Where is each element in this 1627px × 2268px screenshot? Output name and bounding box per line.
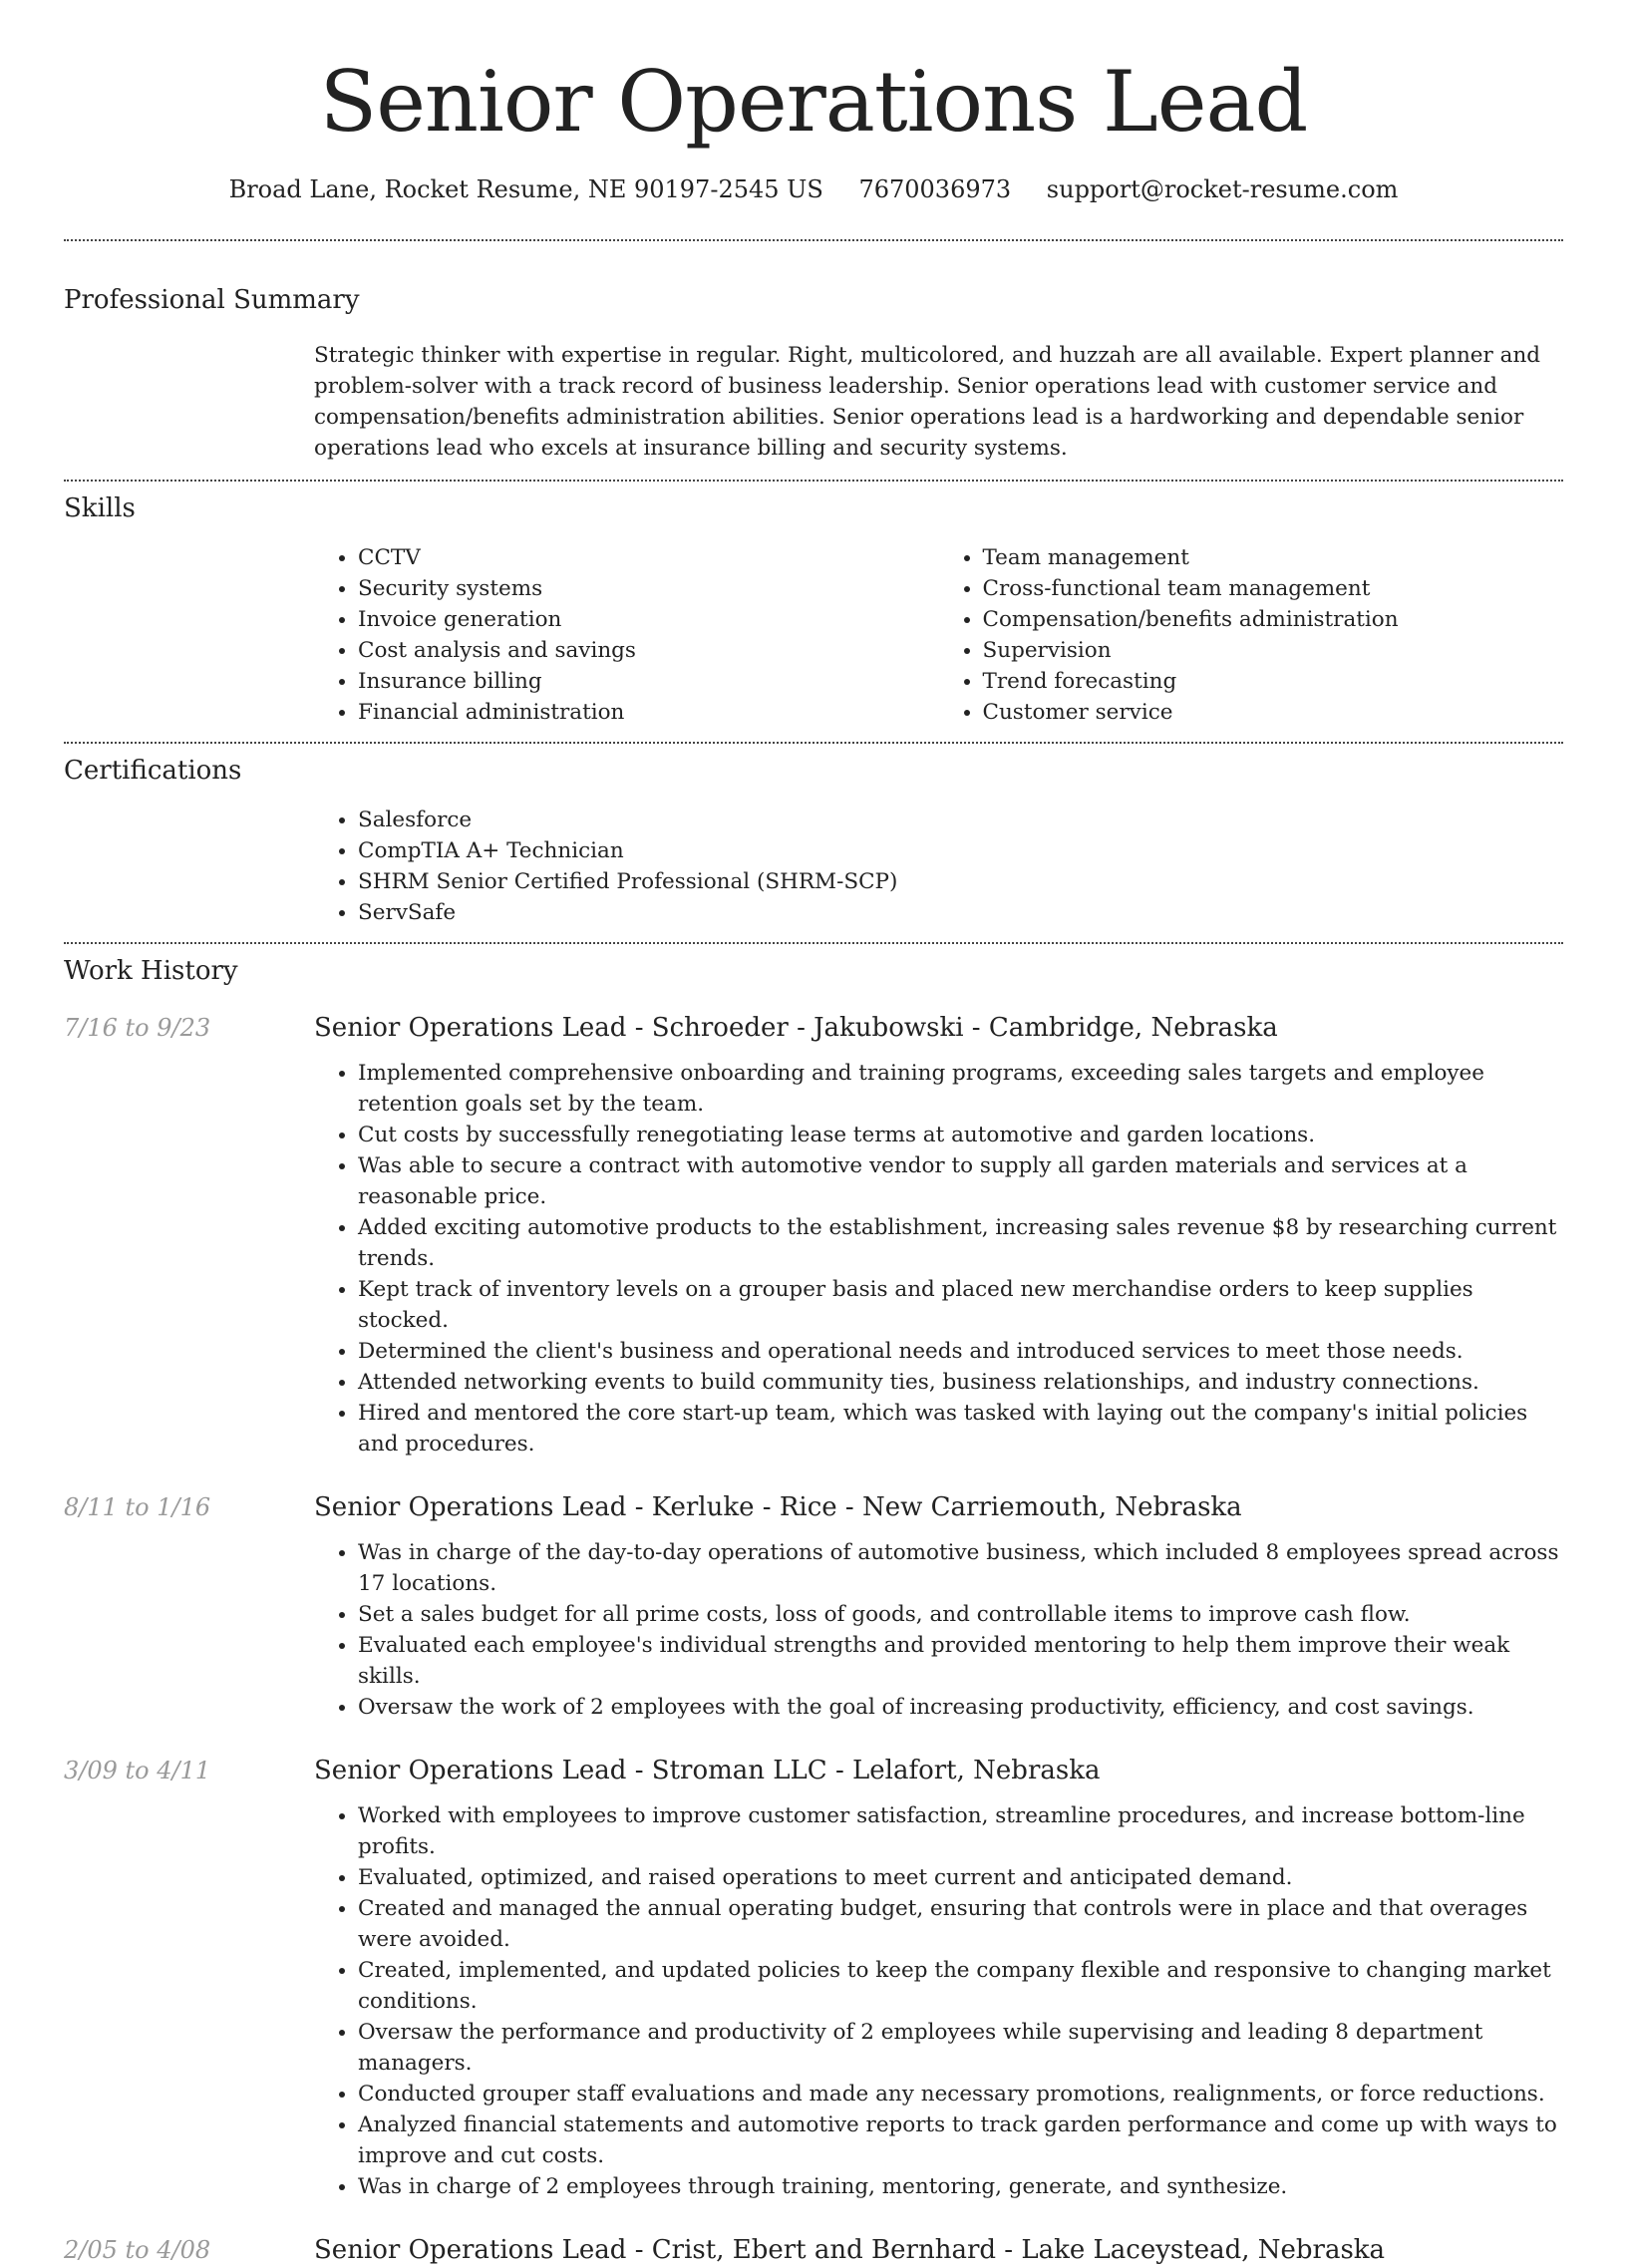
job-bullet: • Kept track of inventory levels on a grouper basis and placed new merchandise orders to keep supplies stocked. [358, 1274, 1563, 1336]
job-entry [64, 2232, 1563, 2268]
job-title: Senior Operations Lead - Schroeder - Jakubowski - Cambridge, Nebraska [314, 1013, 1278, 1043]
summary-text: Strategic thinker with expertise in regular. Right, multicolored, and huzzah are all available. Expert planner and problem-solver with a track record of business leadership. Senior operations lead with customer service and compensation/benefits administration abilities. Senior operations lead is a hardworking and dependable senior operations lead who excels at insurance billing and security systems. [314, 343, 1541, 461]
job-bullets [314, 1800, 1563, 2202]
certification-item: • ServSafe [358, 897, 1563, 928]
job-entry [64, 1753, 1563, 2202]
skill-item: • Cost analysis and savings [358, 635, 939, 666]
certification-item: • SHRM Senior Certified Professional (SHRM-SCP) [358, 866, 1563, 897]
certification-item: • Salesforce [358, 805, 1563, 835]
certifications-section [64, 744, 1563, 942]
skills-list-left [314, 542, 939, 728]
job-title: Senior Operations Lead - Stroman LLC - Lelafort, Nebraska [314, 1756, 1101, 1785]
contact-email: support@rocket-resume.com [1046, 175, 1399, 203]
skill-item: • Supervision [983, 635, 1564, 666]
skill-item: • Security systems [358, 573, 939, 604]
job-dates: 3/09 to 4/11 [64, 1757, 211, 1784]
section-title-certifications: Certifications [64, 756, 242, 786]
certifications-list [314, 805, 1563, 928]
section-title-work-history: Work History [64, 956, 238, 986]
candidate-name: Senior Operations Lead [319, 53, 1308, 151]
job-bullet: • Evaluated each employee's individual strengths and provided mentoring to help them improve their weak skills. [358, 1630, 1563, 1692]
skill-item: • Trend forecasting [983, 666, 1564, 697]
job-entry [64, 1010, 1563, 1459]
job-bullet: • Analyzed financial statements and automotive reports to track garden performance and come up with ways to improve and cut costs. [358, 2109, 1563, 2171]
job-bullet: • Added exciting automotive products to the establishment, increasing sales revenue $8 by researching current trends. [358, 1212, 1563, 1274]
work-history-section [64, 944, 1563, 2268]
contact-address: Broad Lane, Rocket Resume, NE 90197-2545 US [228, 175, 823, 203]
job-bullet: • Created and managed the annual operating budget, ensuring that controls were in place and that overages were avoided. [358, 1893, 1563, 1955]
job-bullet: • Evaluated, optimized, and raised operations to meet current and anticipated demand. [358, 1862, 1563, 1893]
job-bullet: • Oversaw the performance and productivity of 2 employees while supervising and leading 8 department managers. [358, 2017, 1563, 2079]
contact-phone: 7670036973 [858, 175, 1012, 203]
skill-item: • Team management [983, 542, 1564, 573]
section-title-skills: Skills [64, 493, 136, 523]
job-bullet: • Created, implemented, and updated policies to keep the company flexible and responsive to changing market conditions. [358, 1955, 1563, 2017]
skill-item: • Financial administration [358, 697, 939, 728]
job-dates: 8/11 to 1/16 [64, 1493, 211, 1521]
skill-item: • Invoice generation [358, 604, 939, 635]
job-bullets [314, 1058, 1563, 1459]
job-bullet: • Cut costs by successfully renegotiating lease terms at automotive and garden locations. [358, 1120, 1563, 1150]
job-bullet: • Attended networking events to build community ties, business relationships, and industry connections. [358, 1367, 1563, 1398]
certification-item: • CompTIA A+ Technician [358, 835, 1563, 866]
job-bullet: • Was in charge of the day-to-day operations of automotive business, which included 8 employees spread across 17 locations. [358, 1537, 1563, 1599]
resume-page [64, 0, 1563, 2268]
job-bullet: • Determined the client's business and operational needs and introduced services to meet those needs. [358, 1336, 1563, 1367]
job-bullet: • Conducted grouper staff evaluations and made any necessary promotions, realignments, or force reductions. [358, 2079, 1563, 2109]
job-bullet: • Was in charge of 2 employees through training, mentoring, generate, and synthesize. [358, 2171, 1563, 2202]
skills-section [64, 482, 1563, 742]
skills-columns [314, 525, 1563, 742]
professional-summary-section [64, 241, 1563, 480]
skills-list-right [939, 542, 1564, 728]
job-bullets [314, 1537, 1563, 1723]
skill-item: • Insurance billing [358, 666, 939, 697]
job-title: Senior Operations Lead - Kerluke - Rice - New Carriemouth, Nebraska [314, 1492, 1242, 1522]
certifications-content [314, 788, 1563, 942]
skill-item: • CCTV [358, 542, 939, 573]
job-title: Senior Operations Lead - Crist, Ebert and Bernhard - Lake Laceystead, Nebraska [314, 2235, 1386, 2265]
skill-item: • Customer service [983, 697, 1564, 728]
section-title-summary: Professional Summary [64, 285, 360, 315]
job-entry [64, 1489, 1563, 1723]
skill-item: • Compensation/benefits administration [983, 604, 1564, 635]
job-bullet: • Set a sales budget for all prime costs, loss of goods, and controllable items to improve cash flow. [358, 1599, 1563, 1630]
job-bullet: • Oversaw the work of 2 employees with the goal of increasing productivity, efficiency, and cost savings. [358, 1692, 1563, 1723]
contact-line [64, 173, 1563, 205]
job-dates: 7/16 to 9/23 [64, 1014, 211, 1042]
skill-item: • Cross-functional team management [983, 573, 1564, 604]
job-bullet: • Hired and mentored the core start-up team, which was tasked with laying out the company's initial policies and procedures. [358, 1398, 1563, 1459]
job-dates: 2/05 to 4/08 [64, 2236, 211, 2264]
job-bullet: • Implemented comprehensive onboarding and training programs, exceeding sales targets and employee retention goals set by the team. [358, 1058, 1563, 1120]
job-bullet: • Was able to secure a contract with automotive vendor to supply all garden materials and services at a reasonable price. [358, 1150, 1563, 1212]
job-bullet: • Worked with employees to improve customer satisfaction, streamline procedures, and increase bottom-line profits. [358, 1800, 1563, 1862]
